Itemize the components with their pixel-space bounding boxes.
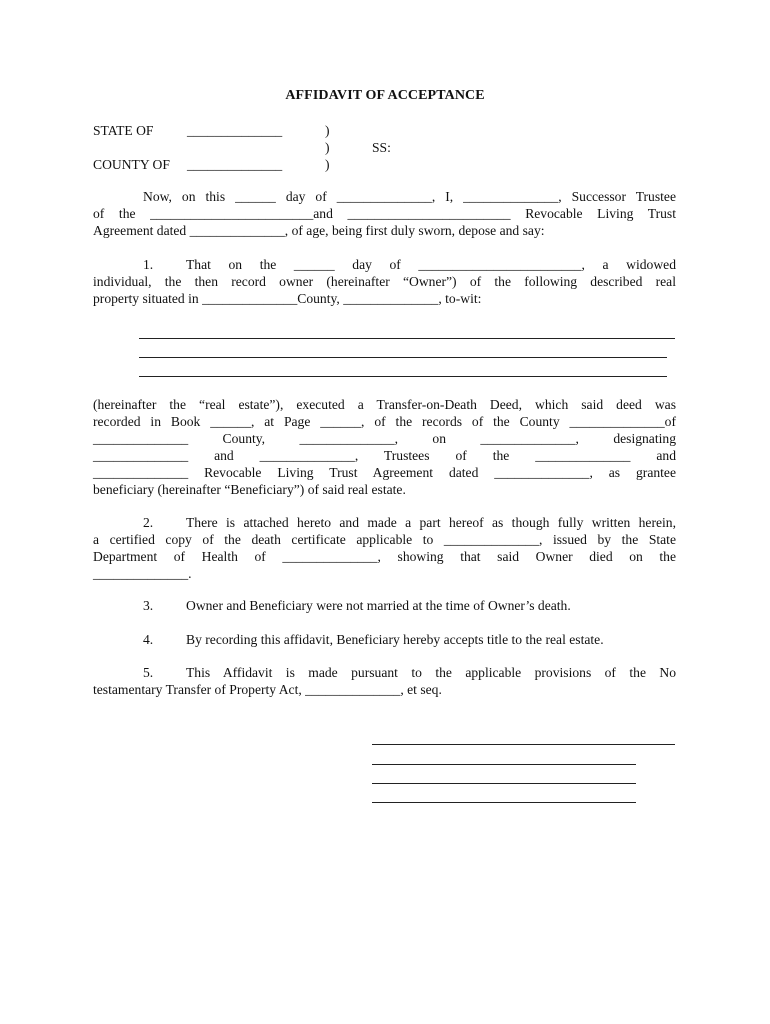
intro-line-1: Now, on this ______ day of ______________, I, ______________, Successor Trustee xyxy=(143,189,676,204)
p5-line-1: This Affidavit is made pursuant to the applicable provisions of the No xyxy=(186,665,676,680)
p2-line-3: Department of Health of ______________, showing that said Owner died on the xyxy=(93,549,676,564)
p4-text: By recording this affidavit, Beneficiary hereby accepts title to the real estate. xyxy=(186,632,604,647)
paragraph-4-number: 4. xyxy=(143,632,154,647)
p1-line-3: property situated in ______________County, ______________, to-wit: xyxy=(93,291,482,306)
p1c-line-6: beneficiary (hereinafter “Beneficiary”) of said real estate. xyxy=(93,482,406,497)
p2-line-1: There is attached hereto and made a part hereof as though fully written herein, xyxy=(186,515,676,530)
signature-line-2 xyxy=(372,764,636,765)
venue-paren-1: ) xyxy=(325,123,330,138)
signature-line-1 xyxy=(372,744,675,745)
paragraph-3 xyxy=(93,597,676,614)
state-label: STATE OF xyxy=(93,123,154,138)
ss-label: SS: xyxy=(372,140,391,155)
paragraph-2 xyxy=(93,514,676,582)
paragraph-5-number: 5. xyxy=(143,665,154,680)
p1c-line-5: ______________ Revocable Living Trust Agreement dated ______________, as grantee xyxy=(93,465,676,480)
signature-line-4 xyxy=(372,802,636,803)
venue-paren-3: ) xyxy=(325,157,330,172)
venue-paren-2: ) xyxy=(325,140,330,155)
county-label: COUNTY OF xyxy=(93,157,170,172)
p3-text: Owner and Beneficiary were not married at the time of Owner’s death. xyxy=(186,598,571,613)
state-blank: ______________ xyxy=(187,123,283,138)
p2-line-2: a certified copy of the death certificate applicable to ______________, issued by the State xyxy=(93,532,676,547)
p2-line-4: ______________. xyxy=(93,566,192,581)
paragraph-5 xyxy=(93,664,676,698)
county-blank: ______________ xyxy=(187,157,283,172)
intro-line-3: Agreement dated ______________, of age, being first duly sworn, depose and say: xyxy=(93,223,545,238)
document-title: AFFIDAVIT OF ACCEPTANCE xyxy=(285,88,485,103)
paragraph-4 xyxy=(93,631,676,648)
legal-description-line-2 xyxy=(139,357,667,358)
p1-line-1: That on the ______ day of ________________________, a widowed xyxy=(186,257,676,272)
legal-description-line-1 xyxy=(139,338,675,339)
paragraph-2-number: 2. xyxy=(143,515,154,530)
p1c-line-4: ______________ and ______________, Trustees of the ______________ and xyxy=(93,448,676,463)
p1c-line-3: ______________ County, ______________, on ______________, designating xyxy=(93,431,676,446)
legal-description-line-3 xyxy=(139,376,667,377)
p5-line-2: testamentary Transfer of Property Act, ______________, et seq. xyxy=(93,682,442,697)
p1c-line-1: (hereinafter the “real estate”), executed a Transfer-on-Death Deed, which said deed was xyxy=(93,397,676,412)
paragraph-3-number: 3. xyxy=(143,598,154,613)
intro-paragraph xyxy=(93,188,676,239)
p1c-line-2: recorded in Book ______, at Page ______, of the records of the County ______________of xyxy=(93,414,676,429)
signature-line-3 xyxy=(372,783,636,784)
paragraph-1 xyxy=(93,256,676,307)
paragraph-1-continued xyxy=(93,396,676,498)
intro-line-2: of the ________________________and ________________________ Revocable Living Trust xyxy=(93,206,676,221)
p1-line-2: individual, the then record owner (hereinafter “Owner”) of the following described real xyxy=(93,274,676,289)
paragraph-1-number: 1. xyxy=(143,257,154,272)
